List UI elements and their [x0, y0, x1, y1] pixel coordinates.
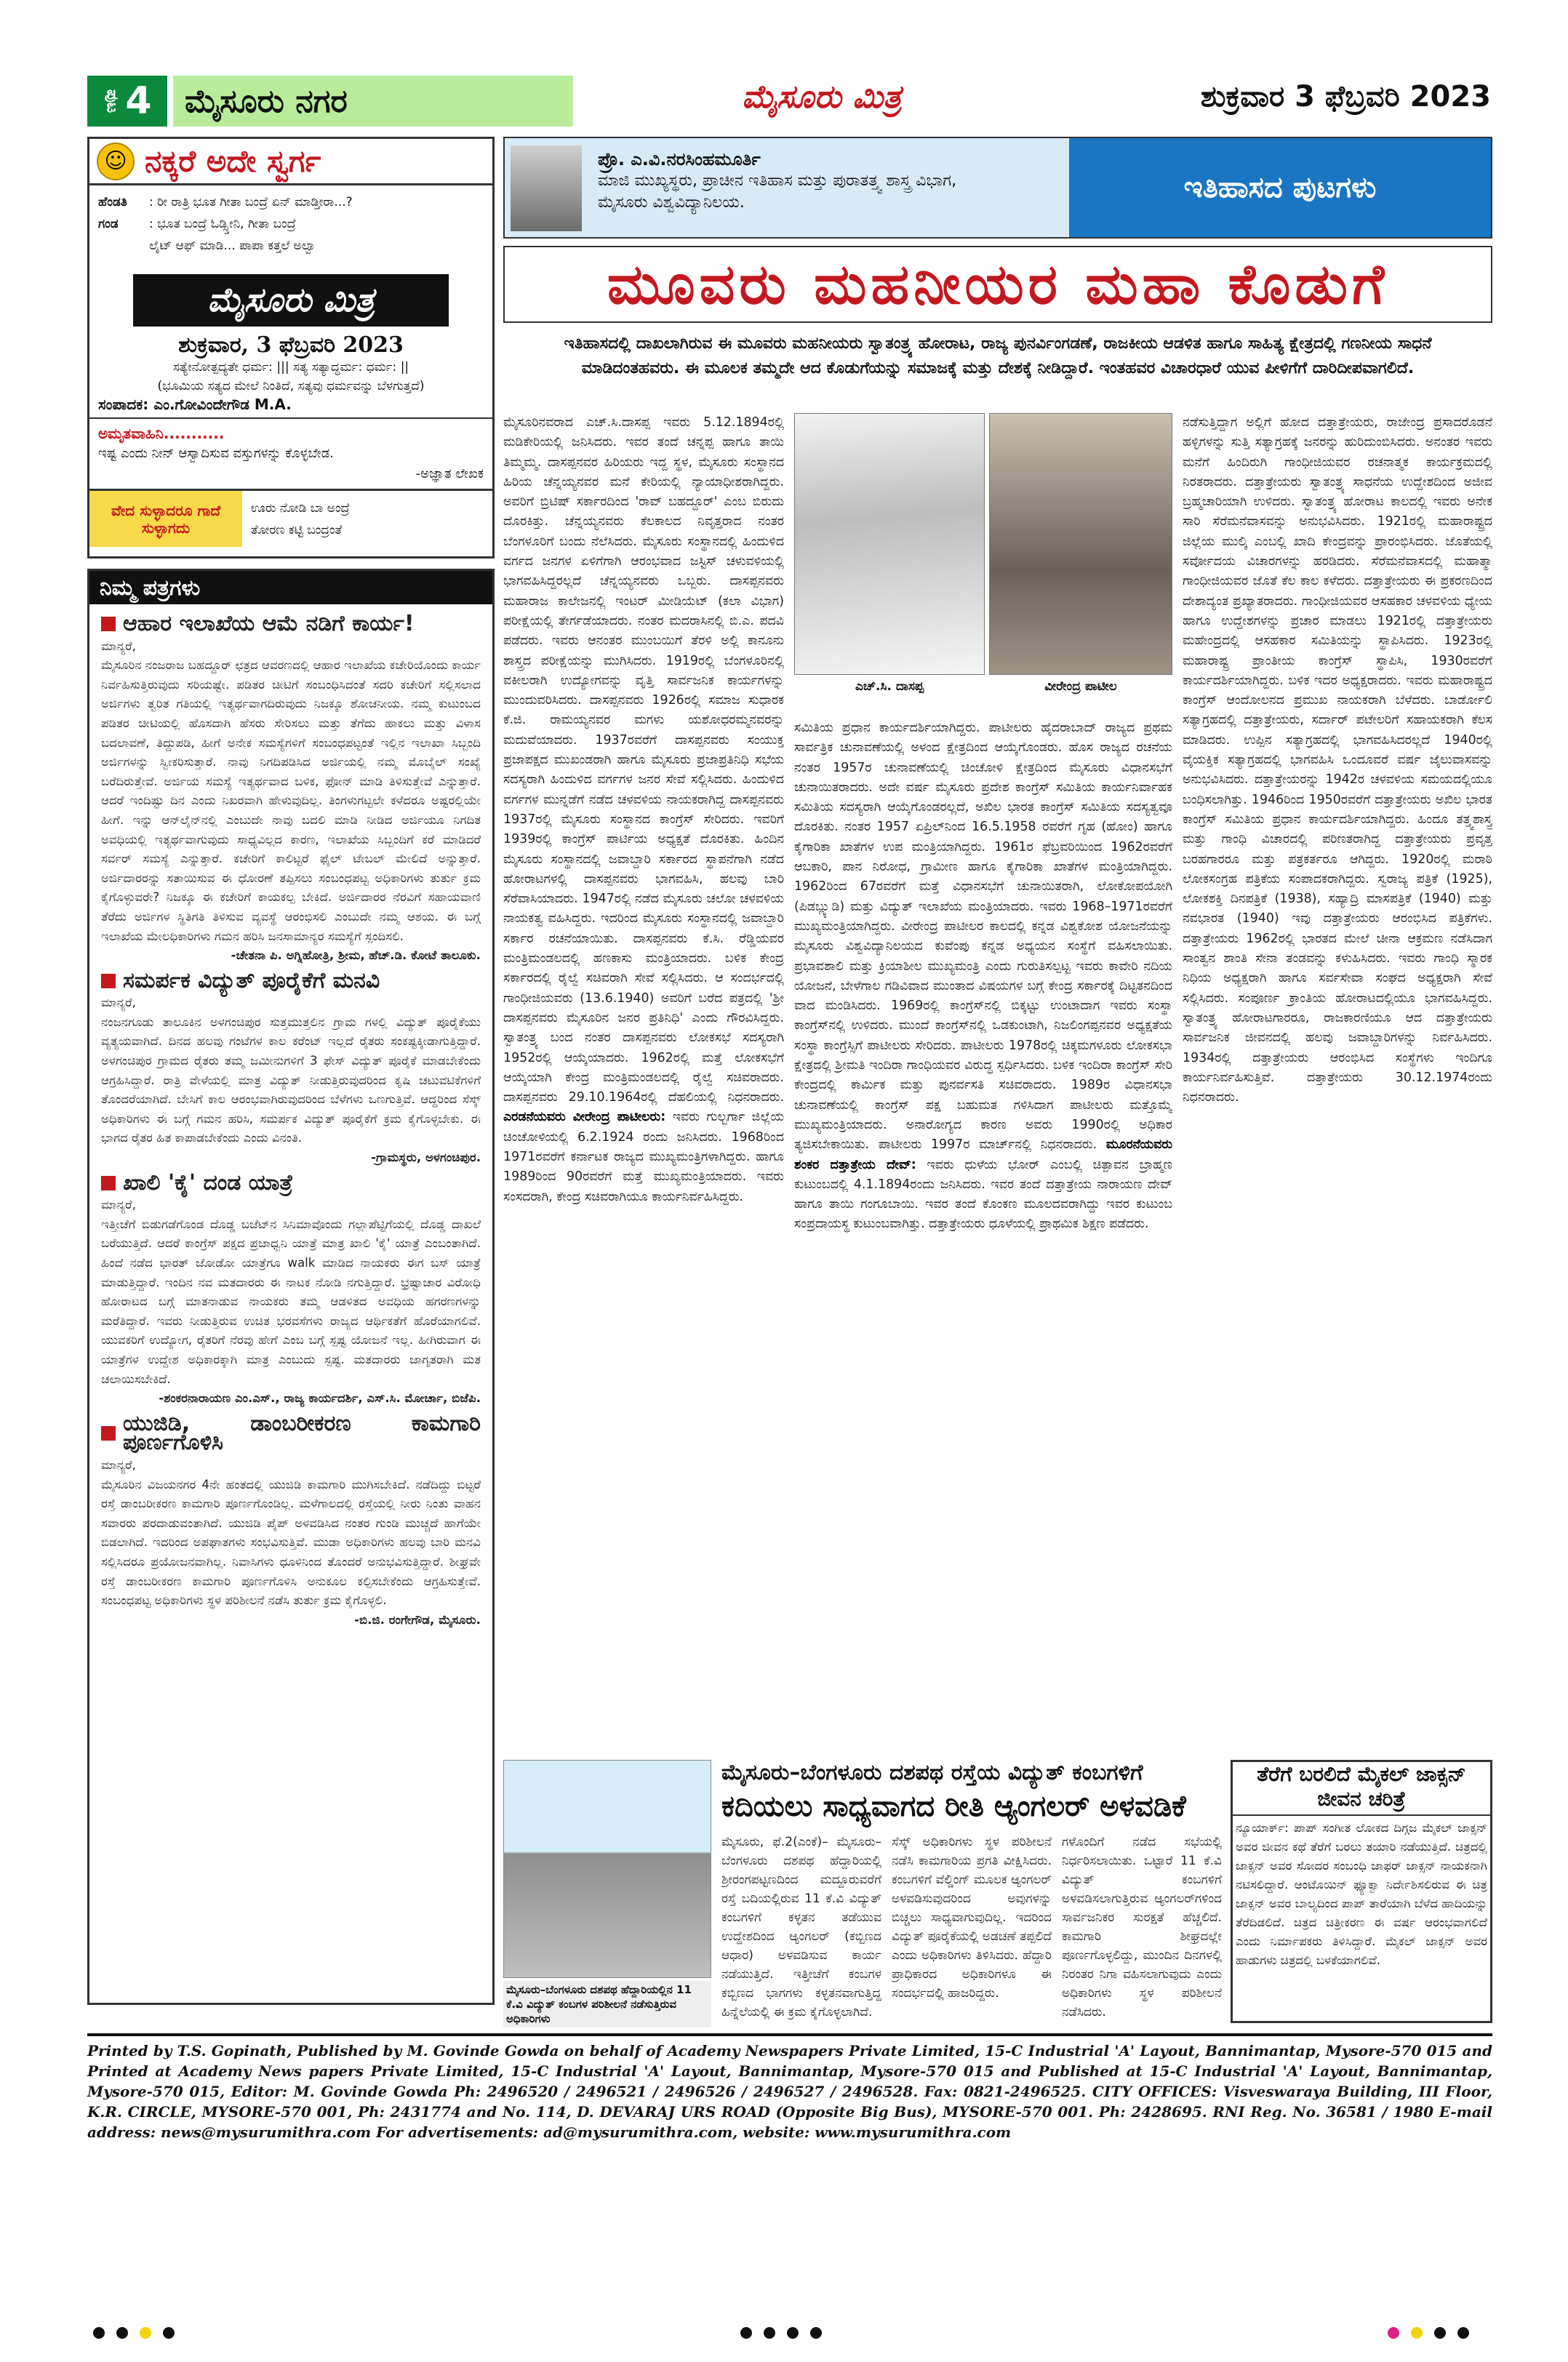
- black-dot-icon: [787, 2327, 799, 2339]
- yellow-dot-icon: [1411, 2327, 1423, 2339]
- proverb-box: [89, 489, 492, 547]
- page-word: ಪುಟ: [103, 89, 121, 113]
- masthead: [87, 76, 1491, 127]
- motto: ಸತ್ಯೇನೋತ್ಪದ್ಯತೇ ಧರ್ಮ: ||| ಸತ್ಯ ಸತ್ಯಾದ್ಧರ್ಮ: ಧರ್ಮ: ||: [172, 360, 409, 375]
- letter-signature: -ಗ್ರಾಮಸ್ಥರು, ಅಳಗಂಚಿಪುರ.: [371, 1150, 481, 1165]
- letter-salutation: ಮಾನ್ಯರೆ,: [101, 638, 136, 653]
- letters-column: [87, 569, 495, 2005]
- section-title: ಮೈಸೂರು ನಗರ: [173, 76, 573, 127]
- letter: [101, 1410, 481, 1630]
- side-story: [1231, 1760, 1492, 2023]
- article-deck: ಇತಿಹಾಸದಲ್ಲಿ ದಾಖಲಾಗಿರುವ ಈ ಮೂವರು ಮಹನೀಯರು ಸ್ವಾತಂತ್ರ್ಯ ಹೋರಾಟ, ರಾಜ್ಯ ಪುನರ್ವಿಂಗಡಣೆ, ರಾಜಕೀಯ ಆಡಳಿತ ಹಾಗೂ ಸಾಹಿತ್ಯ ಕ್ಷೇತ್ರದಲ್ಲಿ ಗಣನೀಯ ಸಾಧನೆ ಮಾಡಿದಂತಹವರು. ಈ ಮೂಲಕ ತಮ್ಮದೇ ಆದ ಕೊಡುಗೆಯನ್ನು ಸಮಾಜಕ್ಕೆ ಮತ್ತು ದೇಶಕ್ಕೆ ನೀಡಿದ್ದಾರೆ. ಇಂತಹವರ ವಿಚಾರಧಾರೆ ಯುವ ಪೀಳಿಗೆಗೆ ದಾರಿದೀಪವಾಗಲಿದೆ.: [564, 335, 1432, 377]
- registration-marks: [735, 2327, 828, 2339]
- letters-body: [89, 604, 492, 1634]
- joke: [89, 185, 492, 263]
- letter-signature: -ಶಂಕರನಾರಾಯಣ ಎಂ.ಎಸ್., ರಾಜ್ಯ ಕಾರ್ಯದರ್ಶಿ, ಎಸ್.ಸಿ. ಮೋರ್ಚಾ, ಬಿಜೆಪಿ.: [159, 1391, 481, 1406]
- article-text: ನಡೆಸುತ್ತಿದ್ದಾಗ ಅಲ್ಲಿಗೆ ಹೋದ ದತ್ತಾತ್ರೇಯರು, ರಾಜೇಂದ್ರ ಪ್ರಸಾದರೊಡನೆ ಹಳ್ಳಿಗಳನ್ನು ಸುತ್ತಿ ಸತ್ಯಾಗ್ರಹಕ್ಕೆ ಜನರನ್ನು ಹುರಿದುಂಬಿಸಿದರು. ಅನಂತರ ಇವರು ಮನೆಗೆ ಹಿಂದಿರುಗಿ ಗಾಂಧೀಜಿಯವರ ರಚನಾತ್ಮಕ ಕಾರ್ಯಕ್ರಮದಲ್ಲಿ ನಿರತರಾದರು. ದತ್ತಾತ್ರೇಯರು ಸ್ವಾತಂತ್ರ್ಯ ಸಾಧನೆಯ ಉದ್ದೇಶದಿಂದ ಅಜೀವ ಬ್ರಹ್ಮಚಾರಿಯಾಗಿ ಉಳಿದರು. ಸ್ವಾತಂತ್ರ್ಯ ಹೋರಾಟ ಕಾಲದಲ್ಲಿ ಇವರು ಅನೇಕ ಸಾರಿ ಸೆರೆಮನೆವಾಸವನ್ನು ಅನುಭವಿಸಿದರು. 1921ರಲ್ಲಿ ಮಹಾರಾಷ್ಟ್ರದ ಜಿಲ್ಲೆಯ ಮುಲ್ಕಿ ಎಂಬಲ್ಲಿ ಖಾದಿ ಕೇಂದ್ರವನ್ನು ಪ್ರಾರಂಭಿಸಿದರು. ಜೊತೆಯಲ್ಲಿ ಸರ್ವೋದಯ ವಿಚಾರಗಳನ್ನು ಹರಡಿದರು. ಸೆರೆಮನೆವಾಸದಲ್ಲಿ ಮಹಾತ್ಮಾ ಗಾಂಧೀಜಿಯವರ ಜೊತೆ ಕೆಲ ಕಾಲ ಕಳೆದರು. ದತ್ತಾತ್ರೇಯರು ಈ ಪ್ರಕರಣದಿಂದ ದೇಶಾದ್ಯಂತ ಪ್ರಖ್ಯಾತರಾದರು. ಗಾಂಧೀಜಿಯವರ ಆಸಹಕಾರ ಚಳವಳಿಯ ಧ್ಯೇಯ ಹಾಗೂ ಉದ್ದೇಶಗಳನ್ನು ಪ್ರಚಾರ ಮಾಡಲು 1921ರಲ್ಲಿ ದತ್ತಾತ್ರೇಯರು ಮಹೇಂದ್ರದಲ್ಲಿ ಆಸಹಕಾರ ಸಮಿತಿಯನ್ನು ಸ್ಥಾಪಿಸಿದರು. 1923ರಲ್ಲಿ ಮಹಾರಾಷ್ಟ್ರ ಪ್ರಾಂತೀಯ ಕಾಂಗ್ರೆಸ್ ಸ್ಥಾಪಿಸಿ, 1930ರವರೆಗೆ ಕಾರ್ಯದರ್ಶಿಯಾಗಿದ್ದರು. ಬಳಿಕ ಇದರ ಅಧ್ಯಕ್ಷರಾದರು. ಇವರು ಮಹಾರಾಷ್ಟ್ರದ ಕಾಂಗ್ರೆಸ್ ಆಂದೋಲನದ ಪ್ರಮುಖ ನಾಯಕರಾಗಿ ಬೆಳೆದರು. ಬಾರ್ಡೋಲಿ ಸತ್ಯಾಗ್ರಹದಲ್ಲಿ ದತ್ತಾತ್ರೇಯರು, ಸರ್ದಾರ್ ಪಟೇಲರಿಗೆ ಸಹಾಯಕರಾಗಿ ಕೆಲಸ ಮಾಡಿದರು. ಉಪ್ಪಿನ ಸತ್ಯಾಗ್ರಹದಲ್ಲಿ ಭಾಗವಹಿಸಿದರಲ್ಲದೆ 1940ರಲ್ಲಿ ವೈಯಕ್ತಿಕ ಸತ್ಯಾಗ್ರಹದಲ್ಲಿ ಭಾಗವಹಿಸಿ ಒಂದೂವರೆ ವರ್ಷ ಜೈಲುವಾಸವನ್ನು ಅನುಭವಿಸಿದರು. ದತ್ತಾತ್ರೇಯರನ್ನು 1942ರ ಚಳವಳಿಯ ಸಮಯದಲ್ಲಿಯೂ ಬಂಧಿಸಲಾಗಿತ್ತು. 1946ರಿಂದ 1950ರವರೆಗೆ ದತ್ತಾತ್ರೇಯರು ಅಖಿಲ ಭಾರತ ಕಾಂಗ್ರೆಸ್ ಸಮಿತಿಯ ಪ್ರಧಾನ ಕಾರ್ಯದರ್ಶಿಯಾಗಿದ್ದರು. ಹಿಂದೂ ತತ್ತ್ವಶಾಸ್ತ್ರ ಮತ್ತು ಗಾಂಧಿ ವಿಚಾರದಲ್ಲಿ ಪರಿಣತರಾಗಿದ್ದ ದತ್ತಾತ್ರೇಯರು ಪ್ರವೃತ್ತ ಬರಹಗಾರರೂ ಮತ್ತು ಪತ್ರಕರ್ತರೂ ಆಗಿದ್ದರು. 1920ರಲ್ಲಿ ಮರಾಠಿ ಲೋಕಸಂಗ್ರಹ ಪತ್ರಿಕೆಯ ಸಂಪಾದಕರಾಗಿದ್ದರು. ಸ್ವರಾಜ್ಯ ಪತ್ರಿಕೆ (1925), ಲೋಕಶಕ್ತಿ ದಿನಪತ್ರಿಕೆ (1938), ಸಹ್ಯಾದ್ರಿ ಮಾಸಪತ್ರಿಕೆ (1940) ಮತ್ತು ನವಭಾರತ (1940) ಇವು ದತ್ತಾತ್ರೇಯರು ಆರಂಭಿಸಿದ ಪತ್ರಿಕೆಗಳು. ದತ್ತಾತ್ರೇಯರು 1962ರಲ್ಲಿ ಭಾರತದ ಮೇಲೆ ಚೀನಾ ಆಕ್ರಮಣ ನಡೆಸಿದಾಗ ಸಾಂತ್ವನ ಶಾಂತಿ ಸೇನಾ ತಂಡವನ್ನು ಕಳುಹಿಸಿದರು. ಇವರು ಗಾಂಧಿ ಸ್ಮಾರಕ ನಿಧಿಯ ಅಧ್ಯಕ್ಷರಾಗಿ ಹಾಗೂ ಸರ್ವಸೇವಾ ಸಂಘದ ಅಧ್ಯಕ್ಷರಾಗಿ ಸೇವೆ ಸಲ್ಲಿಸಿದರು. ಸಂಪೂರ್ಣ ಕ್ರಾಂತಿಯ ಹೋರಾಟದಲ್ಲಿಯೂ ಭಾಗವಹಿಸಿದ್ದರು. ಸ್ವಾತಂತ್ರ್ಯ ಹೋರಾಟಗಾರರೂ, ರಾಜಕಾರಣಿಯೂ ಆದ ದತ್ತಾತ್ರೇಯರು ಸಾರ್ವಜನಿಕ ಜೀವನದಲ್ಲಿ ಹಲವು ಜವಾಬ್ದಾರಿಗಳನ್ನು ನಿರ್ವಹಿಸಿದರು. 1934ರಲ್ಲಿ ದತ್ತಾತ್ರೇಯರು ಆರಂಭಿಸಿದ ಸಂಸ್ಥೆಗಳು ಇಂದಿಗೂ ಕಾರ್ಯನಿರ್ವಹಿಸುತ್ತಿವೆ. ದತ್ತಾತ್ರೇಯರು 30.12.1974ರಂದು ನಿಧನರಾದರು.: [1183, 415, 1492, 1105]
- news-column: ಗಳೊಂದಿಗೆ ನಡೆದ ಸಭೆಯಲ್ಲಿ ನಿರ್ಧರಿಸಲಾಯಿತು. ಒಟ್ಟಾರೆ 11 ಕೆ.ವಿ ವಿದ್ಯುತ್ ಕಂಬಗಳಿಗೆ ಅಳವಡಿಸಲಾಗುತ್ತಿರುವ ಆ್ಯಂಗಲರ್‌ಗಳಿಂದ ಸಾರ್ವಜನಿಕರ ಸುರಕ್ಷತೆ ಹೆಚ್ಚಲಿದೆ. ಕಾಮಗಾರಿ ಶೀಘ್ರದಲ್ಲೇ ಪೂರ್ಣಗೊಳ್ಳಲಿದ್ದು, ಮುಂದಿನ ದಿನಗಳಲ್ಲಿ ನಿರಂತರ ನಿಗಾ ವಹಿಸಲಾಗುವುದು ಎಂದು ಅಧಿಕಾರಿಗಳು ಸ್ಥಳ ಪರಿಶೀಲನೆ ನಡೆಸಿದರು.: [1062, 1835, 1222, 2019]
- article-text: ಇವರು ಗುಲ್ಬರ್ಗಾ ಜಿಲ್ಲೆಯ ಚಿಂಚೋಳಿಯಲ್ಲಿ 6.2.1924 ರಂದು ಜನಿಸಿದರು. 1968ರಿಂದ 1971ರವರೆಗೆ ಕರ್ನಾಟಕ ರಾಜ್ಯದ ಮುಖ್ಯಮಂತ್ರಿಗಳಾಗಿದ್ದರು. ಹಾಗೂ 1989ರಿಂದ 90ರವರೆಗೆ ಮತ್ತೆ ಮುಖ್ಯಮಂತ್ರಿಯಾದರು. ಇವರು ಸಂಸದರಾಗಿ, ಕೇಂದ್ರ ಸಚಿವರಾಗಿಯೂ ಕಾರ್ಯನಿರ್ವಹಿಸಿದ್ದರು.: [503, 1110, 784, 1204]
- news-story: [503, 1760, 1223, 2023]
- letter-body: ನಂಜನಗೂಡು ತಾಲೂಕಿನ ಅಳಗಂಚಿಪುರ ಸುತ್ತಮುತ್ತಲಿನ ಗ್ರಾಮ ಗಳಲ್ಲಿ ವಿದ್ಯುತ್ ಪೂರೈಕೆಯು ವ್ಯತ್ಯಯವಾಗಿದೆ. ದಿನದ ಹಲವು ಗಂಟೆಗಳ ಕಾಲ ಕರೆಂಟ್ ಇಲ್ಲದೆ ರೈತರು ಸಂಕಷ್ಟಕ್ಕೀಡಾಗುತ್ತಿದ್ದಾರೆ. ಅಳಗಂಚಿಪುರ ಗ್ರಾಮದ ರೈತರು ತಮ್ಮ ಜಮೀನುಗಳಿಗೆ 3 ಫೇಸ್ ವಿದ್ಯುತ್ ಪೂರೈಕೆ ಮಾಡಬೇಕೆಂದು ಆಗ್ರಹಿಸಿದ್ದಾರೆ. ರಾತ್ರಿ ವೇಳೆಯಲ್ಲಿ ಮಾತ್ರ ವಿದ್ಯುತ್ ನೀಡುತ್ತಿರುವುದರಿಂದ ಕೃಷಿ ಚಟುವಟಿಕೆಗಳಿಗೆ ತೊಂದರೆಯಾಗಿದೆ. ಬೇಸಿಗೆ ಕಾಲ ಆರಂಭವಾಗಿರುವುದರಿಂದ ಬೆಳೆಗಳು ಒಣಗುತ್ತಿವೆ. ಆದ್ದರಿಂದ ಸೆಸ್ಕ್ ಅಧಿಕಾರಿಗಳು ಈ ಬಗ್ಗೆ ಗಮನ ಹರಿಸಿ, ಸಮರ್ಪಕ ವಿದ್ಯುತ್ ಪೂರೈಕೆಗೆ ಕ್ರಮ ಕೈಗೊಳ್ಳಬೇಕು. ಈ ಭಾಗದ ರೈತರ ಹಿತ ಕಾಪಾಡಬೇಕೆಂದು ಎಂದು ವಿನಂತಿ.: [101, 1014, 481, 1145]
- nakkare-title: ನಕ್ಕರೆ ಅದೇ ಸ್ವರ್ಗ: [145, 143, 321, 179]
- joke-line: [98, 235, 484, 257]
- article-column-2: [794, 718, 1172, 1744]
- letter-title: [101, 611, 481, 636]
- left-date: ಶುಕ್ರವಾರ, 3 ಫೆಬ್ರವರಿ 2023: [178, 332, 404, 358]
- author-institution: ಮೈಸೂರು ವಿಶ್ವವಿದ್ಯಾನಿಲಯ.: [598, 193, 745, 212]
- black-dot-icon: [1457, 2327, 1469, 2339]
- letter-body: ಇತ್ತೀಚೆಗೆ ಬಿಡುಗಡೆಗೊಂಡ ದೊಡ್ಡ ಬಜೆಟ್‌ನ ಸಿನಿಮಾವೊಂದು ಗಲ್ಲಾಪೆಟ್ಟಿಗೆಯಲ್ಲಿ ದೊಡ್ಡ ದಾಖಲೆ ಬರೆಯುತ್ತಿದೆ. ಆದರೆ ಕಾಂಗ್ರೆಸ್ ಪಕ್ಷದ ಪ್ರಜಾಧ್ವನಿ ಯಾತ್ರೆ ಮಾತ್ರ ಖಾಲಿ 'ಕೈ' ಯಾತ್ರೆ ಎಂಬಂತಾಗಿದೆ. ಹಿಂದೆ ನಡೆದ ಭಾರತ್ ಜೋಡೋ ಯಾತ್ರೆಗೂ walk ಮಾಡಿದ ನಾಯಕರು ಈಗ ಬಸ್ ಯಾತ್ರೆ ಮಾಡುತ್ತಿದ್ದಾರೆ. ಇಂದಿನ ನವ ಮತದಾರರು ಈ ನಾಟಕ ನೋಡಿ ನಗುತ್ತಿದ್ದಾರೆ. ಭ್ರಷ್ಟಾಚಾರ ವಿರೋಧಿ ಹೋರಾಟದ ಬಗ್ಗೆ ಮಾತನಾಡುವ ನಾಯಕರು ತಮ್ಮ ಆಡಳಿತದ ಅವಧಿಯ ಹಗರಣಗಳನ್ನು ಮರೆತಿದ್ದಾರೆ. ಇವರು ನೀಡುತ್ತಿರುವ ಉಚಿತ ಭರವಸೆಗಳು ರಾಜ್ಯದ ಆರ್ಥಿಕತೆಗೆ ಹೊರೆಯಾಗಲಿವೆ. ಯುವಕರಿಗೆ ಉದ್ಯೋಗ, ರೈತರಿಗೆ ನೆರವು ಹೇಗೆ ಎಂಬ ಬಗ್ಗೆ ಸ್ಪಷ್ಟ ಯೋಜನೆ ಇಲ್ಲ. ಹೀಗಿರುವಾಗ ಈ ಯಾತ್ರೆಗಳ ಉದ್ದೇಶ ಅಧಿಕಾರಕ್ಕಾಗಿ ಮಾತ್ರ ಎಂಬುದು ಸ್ಪಷ್ಟ. ಮತದಾರರು ಜಾಗೃತರಾಗಿ ಮತ ಚಲಾಯಿಸಬೇಕಿದೆ.: [101, 1217, 481, 1386]
- letter: [101, 967, 481, 1168]
- news-headline: ಕದಿಯಲು ಸಾಧ್ಯವಾಗದ ರೀತಿ ಆ್ಯಂಗಲರ್ ಅಳವಡಿಕೆ: [721, 1789, 1186, 1823]
- motto-translation: (ಭೂಮಿಯ ಸತ್ಯದ ಮೇಲೆ ನಿಂತಿದೆ, ಸತ್ಯವು ಧರ್ಮವನ್ನು ಬೆಳಗುತ್ತದೆ): [157, 379, 425, 393]
- author-photo: [511, 145, 582, 231]
- amrita-author: -ಅಜ್ಞಾತ ಲೇಖಕ: [415, 466, 484, 481]
- letter-title: [101, 967, 481, 993]
- square-bullet-icon: [101, 974, 116, 988]
- joke-text: : ರೀ ರಾತ್ರಿ ಭೂತ ಗೀತಾ ಬಂದ್ರೆ ಏನ್ ಮಾಡ್ತೀರಾ...?: [149, 195, 353, 209]
- amrita-heading: ಅಮೃತವಾಹಿನಿ...........: [98, 425, 225, 442]
- letter-signature: -ಚೇತನಾ ಪಿ. ಅಗ್ನಿಹೋತ್ರಿ, ಶ್ರೀಮ, ಹೆಚ್.ಡಿ. ಕೋಟೆ ತಾಲೂಕು.: [231, 948, 481, 963]
- letter-salutation: ಮಾನ್ಯರೆ,: [101, 996, 136, 1010]
- article-text: ಇವರು ಧುಳೆಯ ಭೋರ್ ಎಂಬಲ್ಲಿ ಚಿತ್ಪಾವನ ಬ್ರಾಹ್ಮಣ ಕುಟುಂಬದಲ್ಲಿ 4.1.1894ರಂದು ಜನಿಸಿದರು. ಇವರ ತಂದೆ ದತ್ತಾತ್ರೇಯ ನಾರಾಯಣ ದೇವ್ ಹಾಗೂ ತಾಯಿ ಗಂಗೂಬಾಯಿ. ಇವರ ತಂದೆ ಕೊಂಕಣ ಮೂಲದವರಾಗಿದ್ದು ಇವರ ಕುಟುಂಬ ಸಂಪ್ರದಾಯಸ್ಥ ಕುಟುಂಬವಾಗಿತ್ತು. ದತ್ತಾತ್ರೇಯರು ಧೂಳೆಯಲ್ಲಿ ಪ್ರಾಥಮಿಕ ಶಿಕ್ಷಣ ಪಡೆದರು.: [794, 1157, 1172, 1232]
- letter-title-text: ಯುಜಿಡಿ, ಡಾಂಬರೀಕರಣ ಕಾಮಗಾರಿ ಪೂರ್ಣಗೊಳಿಸಿ: [123, 1410, 481, 1456]
- page-number-badge: [87, 76, 167, 127]
- paper-name: ಮೈಸೂರು ಮಿತ್ರ: [742, 79, 902, 116]
- black-dot-icon: [810, 2327, 822, 2339]
- proverb-line: ತೋರಣ ಕಟ್ಟಿ ಬಂದ್ರಂತೆ: [251, 522, 343, 537]
- proverb-label: ವೇದ ಸುಳ್ಳಾದರೂ ಗಾದೆ ಸುಳ್ಳಾಗದು: [89, 491, 242, 547]
- black-dot-icon: [1434, 2327, 1446, 2339]
- black-dot-icon: [93, 2327, 105, 2339]
- news-column: ಸೆಸ್ಕ್ ಅಧಿಕಾರಿಗಳು ಸ್ಥಳ ಪರಿಶೀಲನೆ ನಡೆಸಿ ಕಾಮಗಾರಿಯ ಪ್ರಗತಿ ವೀಕ್ಷಿಸಿದರು. ಕಂಬಗಳಿಗೆ ವೆಲ್ಡಿಂಗ್ ಮೂಲಕ ಆ್ಯಂಗಲರ್ ಅಳವಡಿಸುವುದರಿಂದ ಅವುಗಳನ್ನು ಬಿಚ್ಚಲು ಸಾಧ್ಯವಾಗುವುದಿಲ್ಲ. ಇದರಿಂದ ವಿದ್ಯುತ್ ಪೂರೈಕೆಯಲ್ಲಿ ಅಡಚಣೆ ತಪ್ಪಲಿದೆ ಎಂದು ಅಧಿಕಾರಿಗಳು ತಿಳಿಸಿದರು. ಹೆದ್ದಾರಿ ಪ್ರಾಧಿಕಾರದ ಅಧಿಕಾರಿಗಳೂ ಈ ಸಂದರ್ಭದಲ್ಲಿ ಹಾಜರಿದ್ದರು.: [892, 1835, 1052, 2001]
- joke-text: ಲೈಟ್ ಆಫ್ ಮಾಡಿ... ಪಾಪಾ ಕತ್ತಲೆ ಅಲ್ವಾ: [149, 239, 316, 253]
- letter: [101, 1169, 481, 1409]
- news-kicker: ಮೈಸೂರು–ಬೆಂಗಳೂರು ದಶಪಥ ರಸ್ತೆಯ ವಿದ್ಯುತ್ ಕಂಬಗಳಿಗೆ: [721, 1760, 1143, 1785]
- article-subhead: ಎರಡನೆಯವರು ವೀರೇಂದ್ರ ಪಾಟೀಲರು:: [503, 1110, 666, 1125]
- author-info: [598, 148, 956, 214]
- proverb-line: ಊರು ನೋಡಿ ಬಾ ಅಂದ್ರೆ: [251, 500, 350, 516]
- letter-body: ಮೈಸೂರಿನ ವಿಜಯನಗರ 4ನೇ ಹಂತದಲ್ಲಿ ಯುಜಿಡಿ ಕಾಮಗಾರಿ ಮುಗಿಸಬೇಕಿದೆ. ನಡೆದಿದ್ದು ಬಿಟ್ಟರೆ ರಸ್ತೆ ಡಾಂಬರೀಕರಣ ಕಾಮಗಾರಿ ಪೂರ್ಣಗೊಂಡಿಲ್ಲ. ಮಳೆಗಾಲದಲ್ಲಿ ರಸ್ತೆಯಲ್ಲಿ ನೀರು ನಿಂತು ವಾಹನ ಸವಾರರು ಪರದಾಡುವಂತಾಗಿದೆ. ಯುಜಿಡಿ ಪೈಪ್ ಅಳವಡಿಸಿದ ನಂತರ ಗುಂಡಿ ಮುಚ್ಚದೆ ಹಾಗೆಯೇ ಬಿಡಲಾಗಿದೆ. ಇದರಿಂದ ಅಪಘಾತಗಳು ಸಂಭವಿಸುತ್ತಿವೆ. ಮುಡಾ ಅಧಿಕಾರಿಗಳು ಹಲವು ಬಾರಿ ಮನವಿ ಸಲ್ಲಿಸಿದರೂ ಪ್ರಯೋಜನವಾಗಿಲ್ಲ. ನಿವಾಸಿಗಳು ಧೂಳಿನಿಂದ ತೊಂದರೆ ಅನುಭವಿಸುತ್ತಿದ್ದಾರೆ. ಶೀಘ್ರವೇ ರಸ್ತೆ ಡಾಂಬರೀಕರಣ ಕಾಮಗಾರಿ ಪೂರ್ಣಗೊಳಿಸಿ ಅನುಕೂಲ ಕಲ್ಪಿಸಬೇಕೆಂದು ಆಗ್ರಹಿಸುತ್ತೇವೆ. ಸಂಬಂಧಪಟ್ಟ ಅಧಿಕಾರಿಗಳು ಸ್ಥಳ ಪರಿಶೀಲನೆ ನಡೆಸಿ ತುರ್ತು ಕ್ರಮ ಕೈಗೊಳ್ಳಲಿ.: [101, 1477, 481, 1608]
- article-header: [503, 137, 1492, 239]
- joke-speaker: ಹೆಂಡತಿ: [98, 195, 127, 209]
- magenta-dot-icon: [1388, 2327, 1399, 2339]
- page-number: 4: [125, 79, 152, 123]
- letter-title: [101, 1410, 481, 1456]
- article-column-1: [503, 413, 784, 1744]
- nakkare-banner: [89, 139, 492, 185]
- joke-line: [98, 213, 484, 235]
- registration-marks: [1382, 2327, 1475, 2339]
- article-photos: [794, 413, 1172, 704]
- column-title: ಇತಿಹಾಸದ ಪುಟಗಳು: [1069, 138, 1491, 237]
- portrait-photo: [794, 413, 985, 675]
- letter: [101, 611, 481, 966]
- history-article: [503, 137, 1492, 1748]
- nakkare-box: [87, 137, 495, 559]
- square-bullet-icon: [101, 1426, 116, 1441]
- yellow-dot-icon: [140, 2327, 151, 2339]
- letter-salutation: ಮಾನ್ಯರೆ,: [101, 1457, 136, 1472]
- editor-line: ಸಂಪಾದಕ: ಎಂ.ಗೋವಿಂದೇಗೌಡ M.A.: [89, 396, 492, 419]
- letter-body: ಮೈಸೂರಿನ ನಂಜರಾಜ ಬಹದ್ದೂರ್ ಛತ್ರದ ಆವರಣದಲ್ಲಿ ಆಹಾರ ಇಲಾಖೆಯ ಕಚೇರಿಯೊಂದು ಕಾರ್ಯ ನಿರ್ವಹಿಸುತ್ತಿರುವುದು ಸರಿಯಷ್ಟೇ. ಪಡಿತರ ಚೀಟಿಗೆ ಸಂಬಂಧಿಸಿದಂತೆ ಸದರಿ ಕಚೇರಿಗೆ ಸಲ್ಲಿಸಲಾದ ಅರ್ಜಿಗಳು ತ್ವರಿತ ಗತಿಯಲ್ಲಿ ಇತ್ಯರ್ಥವಾಗದಿರುವುದು ನಿಜಕ್ಕೂ ಶೋಚನೀಯ. ನಮ್ಮ ಕುಟುಂಬದ ಪಡಿತರ ಚೀಟಿಯಲ್ಲಿ ಹೊಸದಾಗಿ ಹೆಸರು ಸೇರಿಸಲು ಮತ್ತು ತೆಗೆದು ಹಾಕಲು ಮತ್ತು ವಿಳಾಸ ಬದಲಾವಣೆ, ತಿದ್ದುಪಡಿ, ಹೀಗೆ ಅನೇಕ ಸಮಸ್ಯೆಗಳಿಗೆ ಸಂಬಂಧಪಟ್ಟಂತೆ ಇಲ್ಲಿನ ಇಲಾಖಾ ಸಿಬ್ಬಂದಿ ಅರ್ಜಿಗಳನ್ನು ಸ್ವೀಕರಿಸುತ್ತಾರೆ. ನಾವು ನಿಗದಿಪಡಿಸಿದ ಅರ್ಜಿಯಲ್ಲಿ ನಮ್ಮ ಮೊಬೈಲ್ ಸಂಖ್ಯೆ ಬರೆದಿರುತ್ತೇವೆ. ಅರ್ಜಿಯ ಸಮಸ್ಯೆ ಇತ್ಯರ್ಥವಾದ ಬಳಿಕ, ಫೋನ್ ಮಾಡಿ ತಿಳಿಸುತ್ತೇವೆ ಎನ್ನುತ್ತಾರೆ. ಆದರೆ ಇಂದಿಷ್ಟು ದಿನ ಎಂದು ನಿಖರವಾಗಿ ಹೇಳುವುದಿಲ್ಲ. ತಿಂಗಳುಗಟ್ಟಲೇ ಕಳೆದರೂ ಅಷ್ಟರಲ್ಲಿಯೇ ಹೀಗೆ. ಇನ್ನು ಆನ್‌ಲೈನ್‌ನಲ್ಲಿ ಎಂಬುದೇ ನಾವು ಬದಲಿ ಮಾಡಿ ನೀಡಿದ ಅರ್ಜಿಯೂ ನಿಗದಿತ ಅವಧಿಯಲ್ಲಿ ಇತ್ಯರ್ಥವಾಗುವುದು ಸಾಧ್ಯವಿಲ್ಲದ ಕಾರಣ, ಇಲಾಖೆಯ ಸಿಬ್ಬಂದಿಗೆ ಕರೆ ಮಾಡಿದರೆ ಸರ್ವರ್ ಸಮಸ್ಯೆ ಎನ್ನುತ್ತಾರೆ. ಕಚೇರಿಗೆ ಕಾಲಿಟ್ಟರೆ ಫೈಲ್ ಟೇಬಲ್ ಮೇಲಿದೆ ಅನ್ನುತ್ತಾರೆ. ಅರ್ಜಿದಾರರನ್ನು ಸತಾಯಿಸುವ ಈ ಧೋರಣೆ ತಪ್ಪಿಸಲು ಸಂಬಂಧಪಟ್ಟ ಅಧಿಕಾರಿಗಳು ತುರ್ತು ಕ್ರಮ ಕೈಗೊಳ್ಳುವರೇ? ನಿಜಕ್ಕೂ ಈ ಕಚೇರಿಗೆ ಕಾಯಕಲ್ಪ ಬೇಕಿದೆ. ಅರ್ಜಿದಾರರ ನೆರವಿಗೆ ಸಹಾಯವಾಣಿ ತೆರೆದು ಅರ್ಜಿಗಳ ಸ್ಥಿತಿಗತಿ ತಿಳಿಸುವ ವ್ಯವಸ್ಥೆ ಆರಂಭಿಸಲಿ ಎಂಬುದೇ ನಮ್ಮ ಆಶಯ. ಈ ಬಗ್ಗೆ ಇಲಾಖೆಯ ಮೇಲಧಿಕಾರಿಗಳು ಗಮನ ಹರಿಸಿ ಜನಸಾಮಾನ್ಯರ ಸಮಸ್ಯೆಗೆ ಸ್ಪಂದಿಸಲಿ.: [101, 658, 481, 943]
- author-designation: ಮಾಜಿ ಮುಖ್ಯಸ್ಥರು, ಪ್ರಾಚೀನ ಇತಿಹಾಸ ಮತ್ತು ಪುರಾತತ್ತ್ವ ಶಾಸ್ತ್ರ ವಿಭಾಗ,: [598, 172, 957, 190]
- letter-title-text: ಖಾಲಿ 'ಕೈ' ದಂಡ ಯಾತ್ರೆ: [123, 1169, 293, 1196]
- black-dot-icon: [163, 2327, 175, 2339]
- joke-text: : ಭೂತ ಬಂದ್ರೆ ಓಡ್ಸ್ತೀನಿ, ಗೀತಾ ಬಂದ್ರೆ: [149, 217, 297, 231]
- news-photo: [503, 1760, 711, 1978]
- black-dot-icon: [740, 2327, 752, 2339]
- news-column: ಮೈಸೂರು, ಫೆ.2(ಎಂಕೆ)– ಮೈಸೂರು–ಬೆಂಗಳೂರು ದಶಪಥ ಹೆದ್ದಾರಿಯಲ್ಲಿ ಶ್ರೀರಂಗಪಟ್ಟಣದಿಂದ ಮದ್ದೂರುವರೆಗೆ ರಸ್ತೆ ಬದಿಯಲ್ಲಿರುವ 11 ಕೆ.ವಿ ವಿದ್ಯುತ್ ಕಂಬಗಳಿಗೆ ಕಳ್ಳತನ ತಡೆಯುವ ಉದ್ದೇಶದಿಂದ ಆ್ಯಂಗಲರ್ (ಕಬ್ಬಿಣದ ಆಧಾರ) ಅಳವಡಿಸುವ ಕಾರ್ಯ ನಡೆಯುತ್ತಿದೆ. ಇತ್ತೀಚೆಗೆ ಕಂಬಗಳ ಕಬ್ಬಿಣದ ಭಾಗಗಳು ಕಳ್ಳತನವಾಗುತ್ತಿದ್ದ ಹಿನ್ನೆಲೆಯಲ್ಲಿ ಈ ಕ್ರಮ ಕೈಗೊಳ್ಳಲಾಗಿದೆ.: [721, 1835, 881, 2019]
- photo-caption: ಎಚ್.ಸಿ. ದಾಸಪ್ಪ: [855, 679, 924, 694]
- square-bullet-icon: [101, 617, 116, 631]
- side-body: ನ್ಯೂಯಾರ್ಕ್: ಪಾಪ್ ಸಂಗೀತ ಲೋಕದ ದಿಗ್ಗಜ ಮೈಕಲ್ ಜಾಕ್ಸನ್ ಅವರ ಜೀವನ ಕಥೆ ತೆರೆಗೆ ಬರಲು ತಯಾರಿ ನಡೆಯುತ್ತಿದೆ. ಚಿತ್ರದಲ್ಲಿ ಜಾಕ್ಸನ್ ಅವರ ಸೋದರ ಸಂಬಂಧಿ ಜಾಫರ್ ಜಾಕ್ಸನ್ ನಾಯಕನಾಗಿ ನಟಿಸಲಿದ್ದಾರೆ. ಆಂಟೊಯಿನ್ ಫ್ಯೂಕ್ವಾ ನಿರ್ದೇಶಿಸಲಿರುವ ಈ ಚಿತ್ರ ಜಾಕ್ಸನ್ ಅವರ ಬಾಲ್ಯದಿಂದ ಪಾಪ್ ತಾರೆಯಾಗಿ ಬೆಳೆದ ಹಾದಿಯನ್ನು ತೆರೆದಿಡಲಿದೆ. ಚಿತ್ರದ ಚಿತ್ರೀಕರಣ ಈ ವರ್ಷ ಆರಂಭವಾಗಲಿದೆ ಎಂದು ನಿರ್ಮಾಪಕರು ತಿಳಿಸಿದ್ದಾರೆ. ಮೈಕಲ್ ಜಾಕ್ಸನ್ ಅವರ ಹಾಡುಗಳು ಚಿತ್ರದಲ್ಲಿ ಬಳಕೆಯಾಗಲಿವೆ.: [1236, 1821, 1487, 1967]
- amrita-vahini: [89, 419, 492, 489]
- letter-title: [101, 1169, 481, 1196]
- joke-speaker: ಗಂಡ: [98, 217, 119, 231]
- black-dot-icon: [764, 2327, 775, 2339]
- amrita-text: ಇಷ್ಟ ಎಂದು ನೀನ್ ಆಸ್ವಾದಿಸುವ ವಸ್ತುಗಳನ್ನು ಕೊಳ್ಳಬೇಡ.: [98, 446, 334, 461]
- author-name: ಪ್ರೊ. ಎ.ವಿ.ನರಸಿಂಹಮೂರ್ತಿ: [598, 149, 761, 169]
- paper-logo: ಮೈಸೂರು ಮಿತ್ರ: [133, 274, 449, 327]
- registration-marks: [87, 2327, 180, 2339]
- letter-salutation: ಮಾನ್ಯರೆ,: [101, 1198, 136, 1212]
- portrait-photo: [989, 413, 1172, 675]
- letters-heading: ನಿಮ್ಮ ಪತ್ರಗಳು: [89, 571, 492, 604]
- laughing-face-icon: ☺: [97, 143, 135, 180]
- letter-title-text: ಆಹಾರ ಇಲಾಖೆಯ ಆಮೆ ನಡಿಗೆ ಕಾರ್ಯ!: [123, 611, 415, 636]
- headline: ಮೂವರು ಮಹನೀಯರ ಮಹಾ ಕೊಡುಗೆ: [503, 246, 1492, 323]
- proverb-text: [242, 497, 350, 541]
- square-bullet-icon: [101, 1176, 116, 1190]
- photo-caption: ವೀರೇಂದ್ರ ಪಾಟೀಲ: [1044, 679, 1117, 694]
- issue-date: ಶುಕ್ರವಾರ 3 ಫೆಬ್ರವರಿ 2023: [1200, 80, 1491, 113]
- news-photo-caption: ಮೈಸೂರು–ಬೆಂಗಳೂರು ದಶಪಥ ಹೆದ್ದಾರಿಯಲ್ಲಿನ 11 ಕೆ.ವಿ ವಿದ್ಯುತ್ ಕಂಬಗಳ ಪರಿಶೀಲನೆ ನಡೆಸುತ್ತಿರುವ ಅಧಿಕಾರಿಗಳು: [503, 1981, 711, 2027]
- imprint-line: Printed by T.S. Gopinath, Published by M. Govinde Gowda on behalf of Academy Newspapers Private Limited, 15-C Industrial 'A' Layout, Bannimantap, Mysore-570 015 and Printed at Academy News papers Private Limited, 15-C Industrial 'A' Layout, Bannimantap, Mysore-570 015 and Published at 15-C Industrial 'A' Layout, Bannimantap, Mysore-570 015, Editor: M. Govinde Gowda Ph: 2496520 / 2496521 / 2496526 / 2496527 / 2496528. Fax: 0821-2496525. CITY OFFICES: Visveswaraya Building, III Floor, K.R. CIRCLE, MYSORE-570 001, Ph: 2431774 and No. 114, D. DEVARAJ URS ROAD (Opposite Big Bus), MYSORE-570 001. Ph: 2428695. RNI Reg. No. 36581 / 1980 E-mail address: news@mysurumithra.com For advertisements: ad@mysurumithra.com, website: www.mysurumithra.com: [87, 2033, 1492, 2202]
- joke-line: [98, 191, 484, 213]
- black-dot-icon: [116, 2327, 128, 2339]
- article-column-3: [1183, 413, 1492, 1744]
- side-headline: ತೆರೆಗೆ ಬರಲಿದೆ ಮೈಕಲ್ ಜಾಕ್ಸನ್ ಜೀವನ ಚರಿತ್ರೆ: [1233, 1762, 1490, 1816]
- article-text: ಮೈಸೂರಿನವರಾದ ಎಚ್.ಸಿ.ದಾಸಪ್ಪ ಇವರು 5.12.1894ರಲ್ಲಿ ಮಡಿಕೇರಿಯಲ್ಲಿ ಜನಿಸಿದರು. ಇವರ ತಂದೆ ಚನ್ನಪ್ಪ ಹಾಗೂ ತಾಯಿ ತಿಮ್ಮಮ್ಮ. ದಾಸಪ್ಪನವರ ಹಿರಿಯರು ಇದ್ದ ಸ್ಥಳ, ಮೈಸೂರು ಸಂಸ್ಥಾನದ ಹಿರಿಯ ಚೆನ್ನಯ್ಯನವರ ಮನೆ ಕೇರಿಯಲ್ಲಿ ನ್ಯಾಯಾಧೀಶರಾಗಿದ್ದರು. ಅವರಿಗೆ ಬ್ರಿಟಿಷ್ ಸರ್ಕಾರದಿಂದ 'ರಾವ್ ಬಹದ್ದೂರ್' ಎಂಬ ಬಿರುದು ದೊರಕಿತ್ತು. ಚೆನ್ನಯ್ಯನವರು ಕೆಲಕಾಲದ ನಿವೃತ್ತರಾದ ನಂತರ ಬೆಂಗಳೂರಿಗೆ ಬಂದು ನೆಲೆಸಿದರು. ಮೈಸೂರು ಸಂಸ್ಥಾನದಲ್ಲಿ ಹಿಂದುಳಿದ ವರ್ಗದ ಜನಗಳ ಏಳಿಗೆಗಾಗಿ ಆರಂಭವಾದ ಜಸ್ಟಿಸ್ ಚಳುವಳಿಯಲ್ಲಿ ಭಾಗವಹಿಸಿದ್ದರಲ್ಲದೆ ಚೆನ್ನಯ್ಯನವರು ಒಬ್ಬರು. ದಾಸಪ್ಪನವರು ಮಹಾರಾಜ ಕಾಲೇಜನಲ್ಲಿ ಇಂಟರ್ ಮೀಡಿಯೆಟ್ (ಕಲಾ ವಿಭಾಗ) ಪರೀಕ್ಷೆಯಲ್ಲಿ ತೇರ್ಗಡೆಯಾದರು. ನಂತರ ಮದರಾಸಿನಲ್ಲಿ ಬಿ.ಎ. ಪದವಿ ಪಡೆದರು. ಇವರು ಆನಂತರ ಮುಂಬಯಿಗೆ ತೆರಳಿ ಅಲ್ಲಿ ಕಾನೂನು ಶಾಸ್ತ್ರದ ಪರೀಕ್ಷೆಯನ್ನು ಮುಗಿಸಿದರು. 1919ರಲ್ಲಿ ಬೆಂಗಳೂರಿನಲ್ಲಿ ವಕೀಲರಾಗಿ ಉದ್ಯೋಗವನ್ನು ವೃತ್ತಿ ಸಾರ್ವಜನಿಕ ಕಾರ್ಯಗಳನ್ನು ಮುಂದುವರಿಸಿದರು. ದಾಸಪ್ಪನವರು 1926ರಲ್ಲಿ ಸಮಾಜ ಸುಧಾರಕ ಕೆ.ಜಿ. ರಾಮಯ್ಯನವರ ಮಗಳು ಯಶೋಧರಮ್ಮನವರನ್ನು ಮದುವೆಯಾದರು. 1937ರವರೆಗೆ ದಾಸಪ್ಪನವರು ಸಂಯುಕ್ತ ಪ್ರಜಾಪಕ್ಷದ ಮುಖಂಡರಾಗಿ ಹಾಗೂ ಮೈಸೂರು ಪ್ರಜಾಪ್ರತಿನಿಧಿ ಸಭೆಯ ಸದಸ್ಯರಾಗಿ ಹಿಂದುಳಿದ ವರ್ಗಗಳ ಜನರ ಸೇವೆ ಸಲ್ಲಿಸಿದರು. ಹಿಂದುಳಿದ ವರ್ಗಗಳ ಮುನ್ನಡೆಗೆ ನಡೆದ ಚಳವಳಿಯ ನಾಯಕರಾಗಿದ್ದ ದಾಸಪ್ಪನವರು 1937ರಲ್ಲಿ ಮೈಸೂರು ಸಂಸ್ಥಾನದ ಕಾಂಗ್ರೆಸ್ ಸೇರಿದರು. ಇವರಿಗೆ 1939ರಲ್ಲಿ ಕಾಂಗ್ರೆಸ್ ಪಾರ್ಟಿಯ ಅಧ್ಯಕ್ಷತೆ ದೊರಕಿತು. ಹಿಂದಿನ ಮೈಸೂರು ಸಂಸ್ಥಾನದಲ್ಲಿ ಜವಾಬ್ದಾರಿ ಸರ್ಕಾರದ ಸ್ಥಾಪನೆಗಾಗಿ ನಡೆದ ಹೋರಾಟಗಳಲ್ಲಿ ದಾಸಪ್ಪನವರು ಭಾಗವಹಿಸಿ, ಹಲವು ಬಾರಿ ಸೆರೆವಾಸಿಯಾದರು. 1947ರಲ್ಲಿ ನಡೆದ ಮೈಸೂರು ಚಲೋ ಚಳವಳಿಯ ನಾಯಕತ್ವ ವಹಿಸಿದ್ದರು. ಇದರಿಂದ ಮೈಸೂರು ಸಂಸ್ಥಾನದಲ್ಲಿ ಜವಾಬ್ದಾರಿ ಸರ್ಕಾರ ರಚನೆಯಾಯಿತು. ದಾಸಪ್ಪನವರು ಕೆ.ಸಿ. ರೆಡ್ಡಿಯವರ ಮಂತ್ರಿಮಂಡಲದಲ್ಲಿ ಹಣಕಾಸು ಮಂತ್ರಿಯಾದರು. ಬಳಿಕ ಕೇಂದ್ರ ಸರ್ಕಾರದಲ್ಲಿ ರೈಲ್ವೆ ಸಚಿವರಾಗಿ ಸೇವೆ ಸಲ್ಲಿಸಿದರು. ಆ ಸಂದರ್ಭದಲ್ಲಿ ಗಾಂಧೀಜಿಯವರು (13.6.1940) ಅವರಿಗೆ ಬರೆದ ಪತ್ರದಲ್ಲಿ 'ಶ್ರೀ ದಾಸಪ್ಪನವರು ಮೈಸೂರಿನ ಜನರ ಪ್ರತಿನಿಧಿ' ಎಂದು ಗೌರವಿಸಿದ್ದರು. ಸ್ವಾತಂತ್ರ್ಯ ಬಂದ ನಂತರ ದಾಸಪ್ಪನವರು ಲೋಕಸಭೆ ಸದಸ್ಯರಾಗಿ 1952ರಲ್ಲಿ ಆಯ್ಕೆಯಾದರು. 1962ರಲ್ಲಿ ಮತ್ತೆ ಲೋಕಸಭೆಗೆ ಆಯ್ಕೆಯಾಗಿ ಕೇಂದ್ರ ಮಂತ್ರಿಮಂಡಲದಲ್ಲಿ ರೈಲ್ವೆ ಸಚಿವರಾದರು. ದಾಸಪ್ಪನವರು 29.10.1964ರಲ್ಲಿ ದೆಹಲಿಯಲ್ಲಿ ನಿಧನರಾದರು.: [503, 415, 784, 1105]
- letter-title-text: ಸಮರ್ಪಕ ವಿದ್ಯುತ್ ಪೂರೈಕೆಗೆ ಮನವಿ: [123, 967, 380, 993]
- letter-signature: -ಬಿ.ಜಿ. ರಂಗೇಗೌಡ, ಮೈಸೂರು.: [354, 1612, 481, 1627]
- article-text: ಸಮಿತಿಯ ಪ್ರಧಾನ ಕಾರ್ಯದರ್ಶಿಯಾಗಿದ್ದರು. ಪಾಟೀಲರು ಹೈದರಾಬಾದ್ ರಾಜ್ಯದ ಪ್ರಥಮ ಸಾರ್ವತ್ರಿಕ ಚುನಾವಣೆಯಲ್ಲಿ ಅಳಂದ ಕ್ಷೇತ್ರದಿಂದ ಆಯ್ಕೆಗೊಂಡರು. ಹೊಸ ರಾಜ್ಯದ ರಚನೆಯ ನಂತರ 1957ರ ಚುನಾವಣೆಯಲ್ಲಿ ಚಿಂಚೋಳಿ ಕ್ಷೇತ್ರದಿಂದ ಮೈಸೂರು ವಿಧಾನಸಭೆಗೆ ಚುನಾಯಿತರಾದರು. ಅದೇ ವರ್ಷ ಮೈಸೂರು ಪ್ರದೇಶ ಕಾಂಗ್ರೆಸ್ ಸಮಿತಿಯ ಕಾರ್ಯನಿರ್ವಾಹಕ ಸಮಿತಿಯ ಸದಸ್ಯರಾಗಿ ಆಯ್ಕೆಗೊಂಡರಲ್ಲದೆ, ಅಖಿಲ ಭಾರತ ಕಾಂಗ್ರೆಸ್ ಸಮಿತಿಯ ಸದಸ್ಯತ್ವವೂ ದೊರಕಿತು. ನಂತರ 1957 ಏಪ್ರಿಲ್‌ನಿಂದ 16.5.1958 ರವರೆಗೆ ಗೃಹ (ಹೋಂ) ಹಾಗೂ ಕೈಗಾರಿಕಾ ಖಾತೆಗಳ ಉಪ ಮಂತ್ರಿಯಾಗಿದ್ದರು. 1961ರ ಫೆಬ್ರವರಿಯಿಂದ 1962ರವರೆಗೆ ಆಬಕಾರಿ, ಪಾನ ನಿರೋಧ, ಗ್ರಾಮೀಣ ಹಾಗೂ ಕೈಗಾರಿಕಾ ಖಾತೆಗಳ ಮಂತ್ರಿಯಾಗಿದ್ದರು. 1962ರಿಂದ 67ರವರೆಗೆ ಮತ್ತೆ ವಿಧಾನಸಭೆಗೆ ಚುನಾಯಿತರಾಗಿ, ಲೋಕೋಪಯೋಗಿ (ಪಿಡಬ್ಲ್ಯುಡಿ) ಮತ್ತು ವಿದ್ಯುತ್ ಇಲಾಖೆಯ ಮಂತ್ರಿಯಾದರು. ಇವರು 1968–1971ರವರೆಗೆ ಮುಖ್ಯಮಂತ್ರಿಯಾಗಿದ್ದರು. ವೀರೇಂದ್ರ ಪಾಟೀಲರ ಕಾಲದಲ್ಲಿ ಕನ್ನಡ ವಿಶ್ವಕೋಶ ಯೋಜನೆಯನ್ನು ಮೈಸೂರು ವಿಶ್ವವಿದ್ಯಾನಿಲಯದ ಕುವೆಂಪು ಕನ್ನಡ ಅಧ್ಯಯನ ಸಂಸ್ಥೆಗೆ ವಹಿಸಲಾಯಿತು. ಪ್ರಭಾವಶಾಲಿ ಮತ್ತು ಕ್ರಿಯಾಶೀಲ ಮುಖ್ಯಮಂತ್ರಿ ಎಂದು ಗುರುತಿಸಲ್ಪಟ್ಟ ಇವರು ಕಾವೇರಿ ನದಿಯ ಯೋಜನೆ, ಬೇಳೆಗಾಲ ಗಡಿವಿವಾದ ಮುಂತಾದ ವಿಷಯಗಳ ಬಗ್ಗೆ ಕೇಂದ್ರ ಸರ್ಕಾರಕ್ಕೆ ದಿಟ್ಟತನದಿಂದ ವಾದ ಮಂಡಿಸಿದರು. 1969ರಲ್ಲಿ ಕಾಂಗ್ರೆಸ್‌ನಲ್ಲಿ ಬಿಕ್ಕಟ್ಟು ಉಂಟಾದಾಗ ಇವರು ಸಂಸ್ಥಾ ಕಾಂಗ್ರೆಸ್‌ನಲ್ಲಿ ಉಳಿದರು. ಮುಂದೆ ಕಾಂಗ್ರೆಸ್‌ನಲ್ಲಿ ಒಡಕುಂಟಾಗಿ, ನಿಜಲಿಂಗಪ್ಪನವರ ಅಧ್ಯಕ್ಷತೆಯ ಸಂಸ್ಥಾ ಕಾಂಗ್ರೆಸ್ಸಿಗೆ ಪಾಟೀಲರು ಸೇರಿದರು. ಪಾಟೀಲರು 1978ರಲ್ಲಿ ಚಿಕ್ಕಮಗಳೂರು ಲೋಕಸಭಾ ಕ್ಷೇತ್ರದಲ್ಲಿ ಶ್ರೀಮತಿ ಇಂದಿರಾ ಗಾಂಧಿಯವರ ವಿರುದ್ಧ ಸ್ಪರ್ಧಿಸಿದರು. ಬಳಿಕ ಇಂದಿರಾ ಕಾಂಗ್ರೆಸ್ ಸೇರಿ ಕೇಂದ್ರದಲ್ಲಿ ಕಾರ್ಮಿಕ ಮತ್ತು ಪುನರ್ವಸತಿ ಸಚಿವರಾದರು. 1989ರ ವಿಧಾನಸಭಾ ಚುನಾವಣೆಯಲ್ಲಿ ಕಾಂಗ್ರೆಸ್ ಪಕ್ಷ ಬಹುಮತ ಗಳಿಸಿದಾಗ ಪಾಟೀಲರು ಮತ್ತೊಮ್ಮೆ ಮುಖ್ಯಮಂತ್ರಿಯಾದರು. ಅನಾರೋಗ್ಯದ ಕಾರಣ ಅವರು 1990ರಲ್ಲಿ ಅಧಿಕಾರ ತ್ಯಜಿಸಬೇಕಾಯಿತು. ಪಾಟೀಲರು 1997ರ ಮಾರ್ಚ್‌ನಲ್ಲಿ ನಿಧನರಾದರು.: [794, 721, 1172, 1153]
- article-subhead: ಮೂರನೆಯವರು ಶಂಕರ ದತ್ತಾತ್ರೇಯ ದೇವ್:: [794, 1137, 1172, 1172]
